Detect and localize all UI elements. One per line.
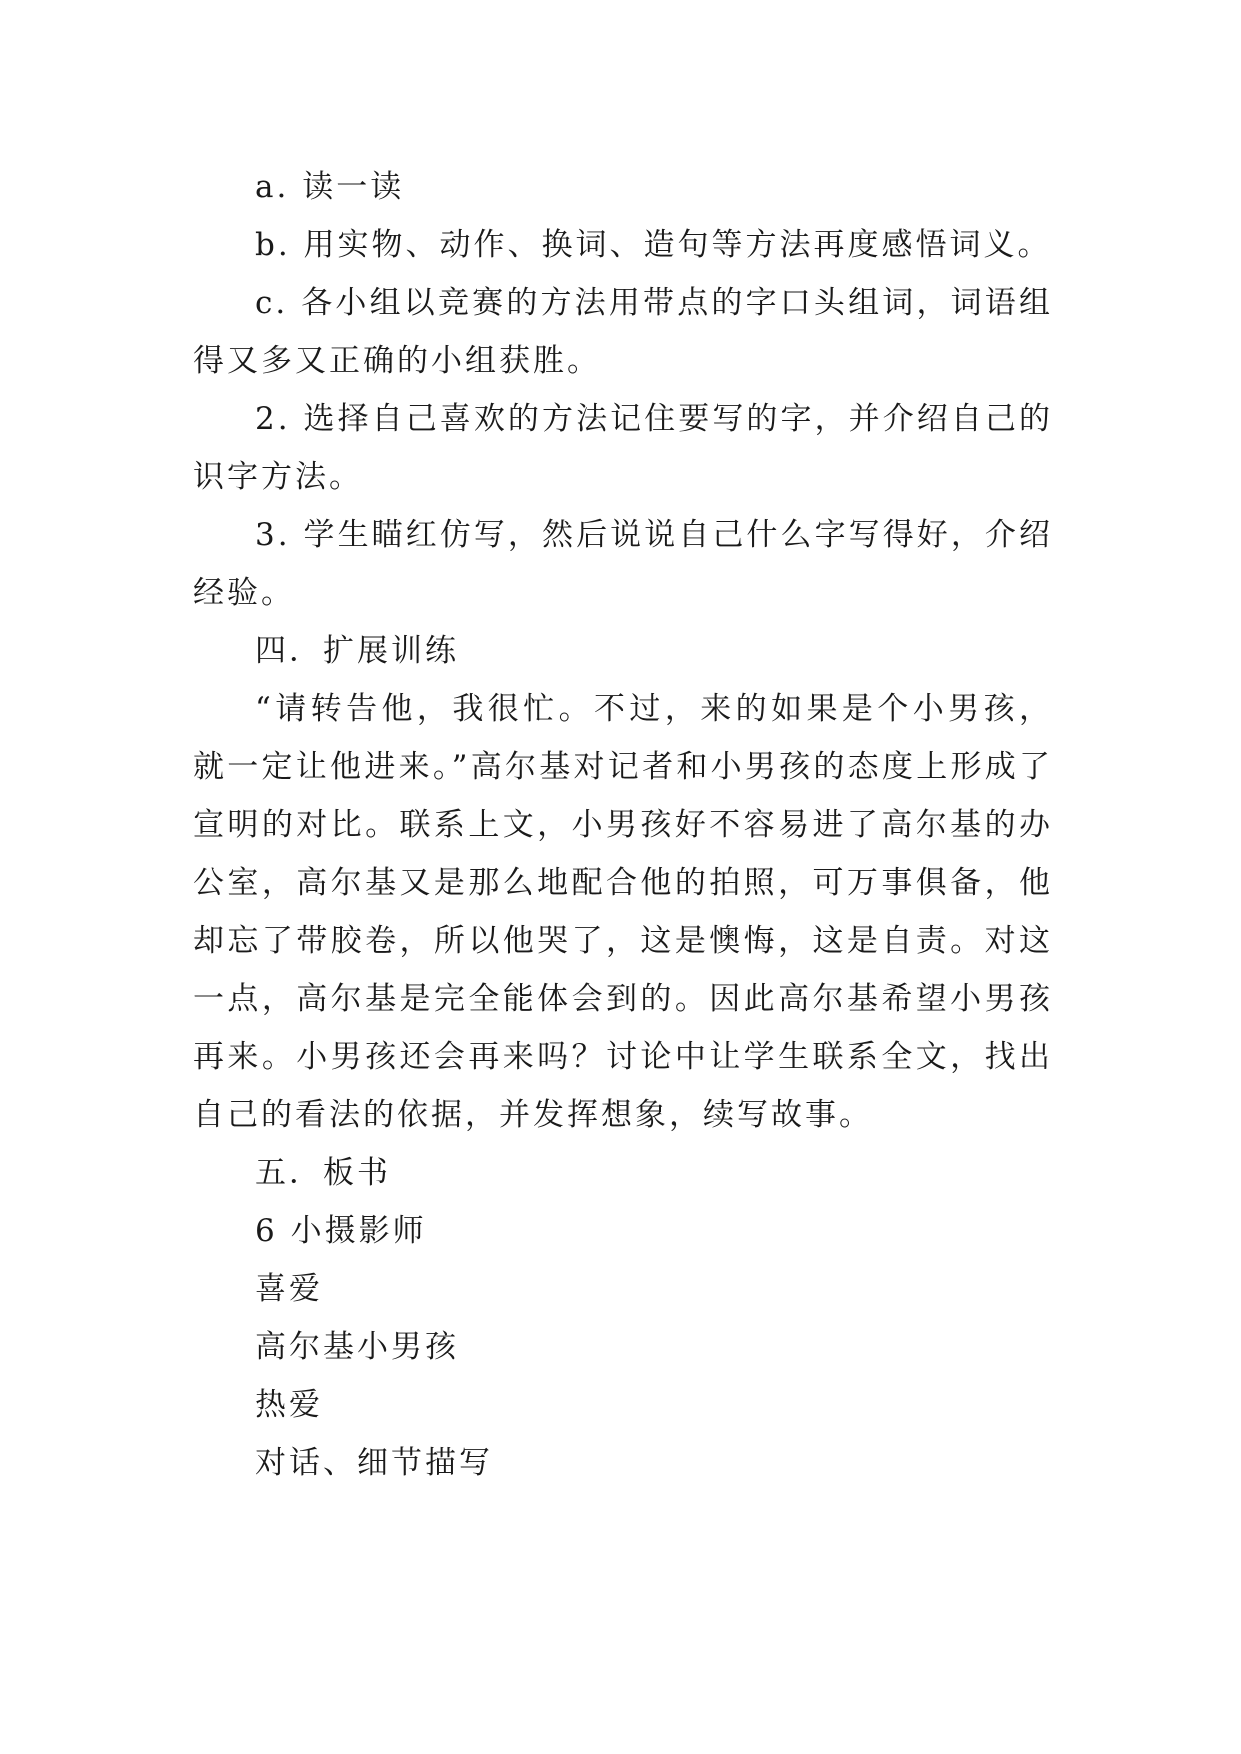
- sub-item-c: c. 各小组以竞赛的方法用带点的字口头组词，词语组得又多又正确的小组获胜。: [193, 285, 1053, 379]
- board-line-3: 热爱: [255, 1387, 323, 1423]
- board-line-2: 高尔基小男孩: [255, 1329, 459, 1365]
- document-body: [193, 158, 1053, 1492]
- section-heading-4: 四．扩展训练: [255, 633, 459, 669]
- sub-item-a: a. 读一读: [255, 169, 405, 205]
- step-2: 2. 选择自己喜欢的方法记住要写的字，并介绍自己的识字方法。: [193, 401, 1053, 495]
- board-title: 6 小摄影师: [255, 1213, 427, 1249]
- section-4-body: “请转告他，我很忙。不过，来的如果是个小男孩，就一定让他进来。”高尔基对记者和小男孩的态度上形成了宣明的对比。联系上文，小男孩好不容易进了高尔基的办公室，高尔基又是那么地配合他的拍照，可万事俱备，他却忘了带胶卷，所以他哭了，这是懊悔，这是自责。对这一点，高尔基是完全能体会到的。因此高尔基希望小男孩再来。小男孩还会再来吗？讨论中让学生联系全文，找出自己的看法的依据，并发挥想象，续写故事。: [193, 691, 1053, 1133]
- board-line-1: 喜爱: [255, 1271, 323, 1307]
- sub-item-b: b. 用实物、动作、换词、造句等方法再度感悟词义。: [255, 227, 1052, 263]
- step-3: 3. 学生瞄红仿写，然后说说自己什么字写得好，介绍经验。: [193, 517, 1053, 611]
- board-line-4: 对话、细节描写: [255, 1445, 493, 1481]
- section-heading-5: 五．板书: [255, 1155, 391, 1191]
